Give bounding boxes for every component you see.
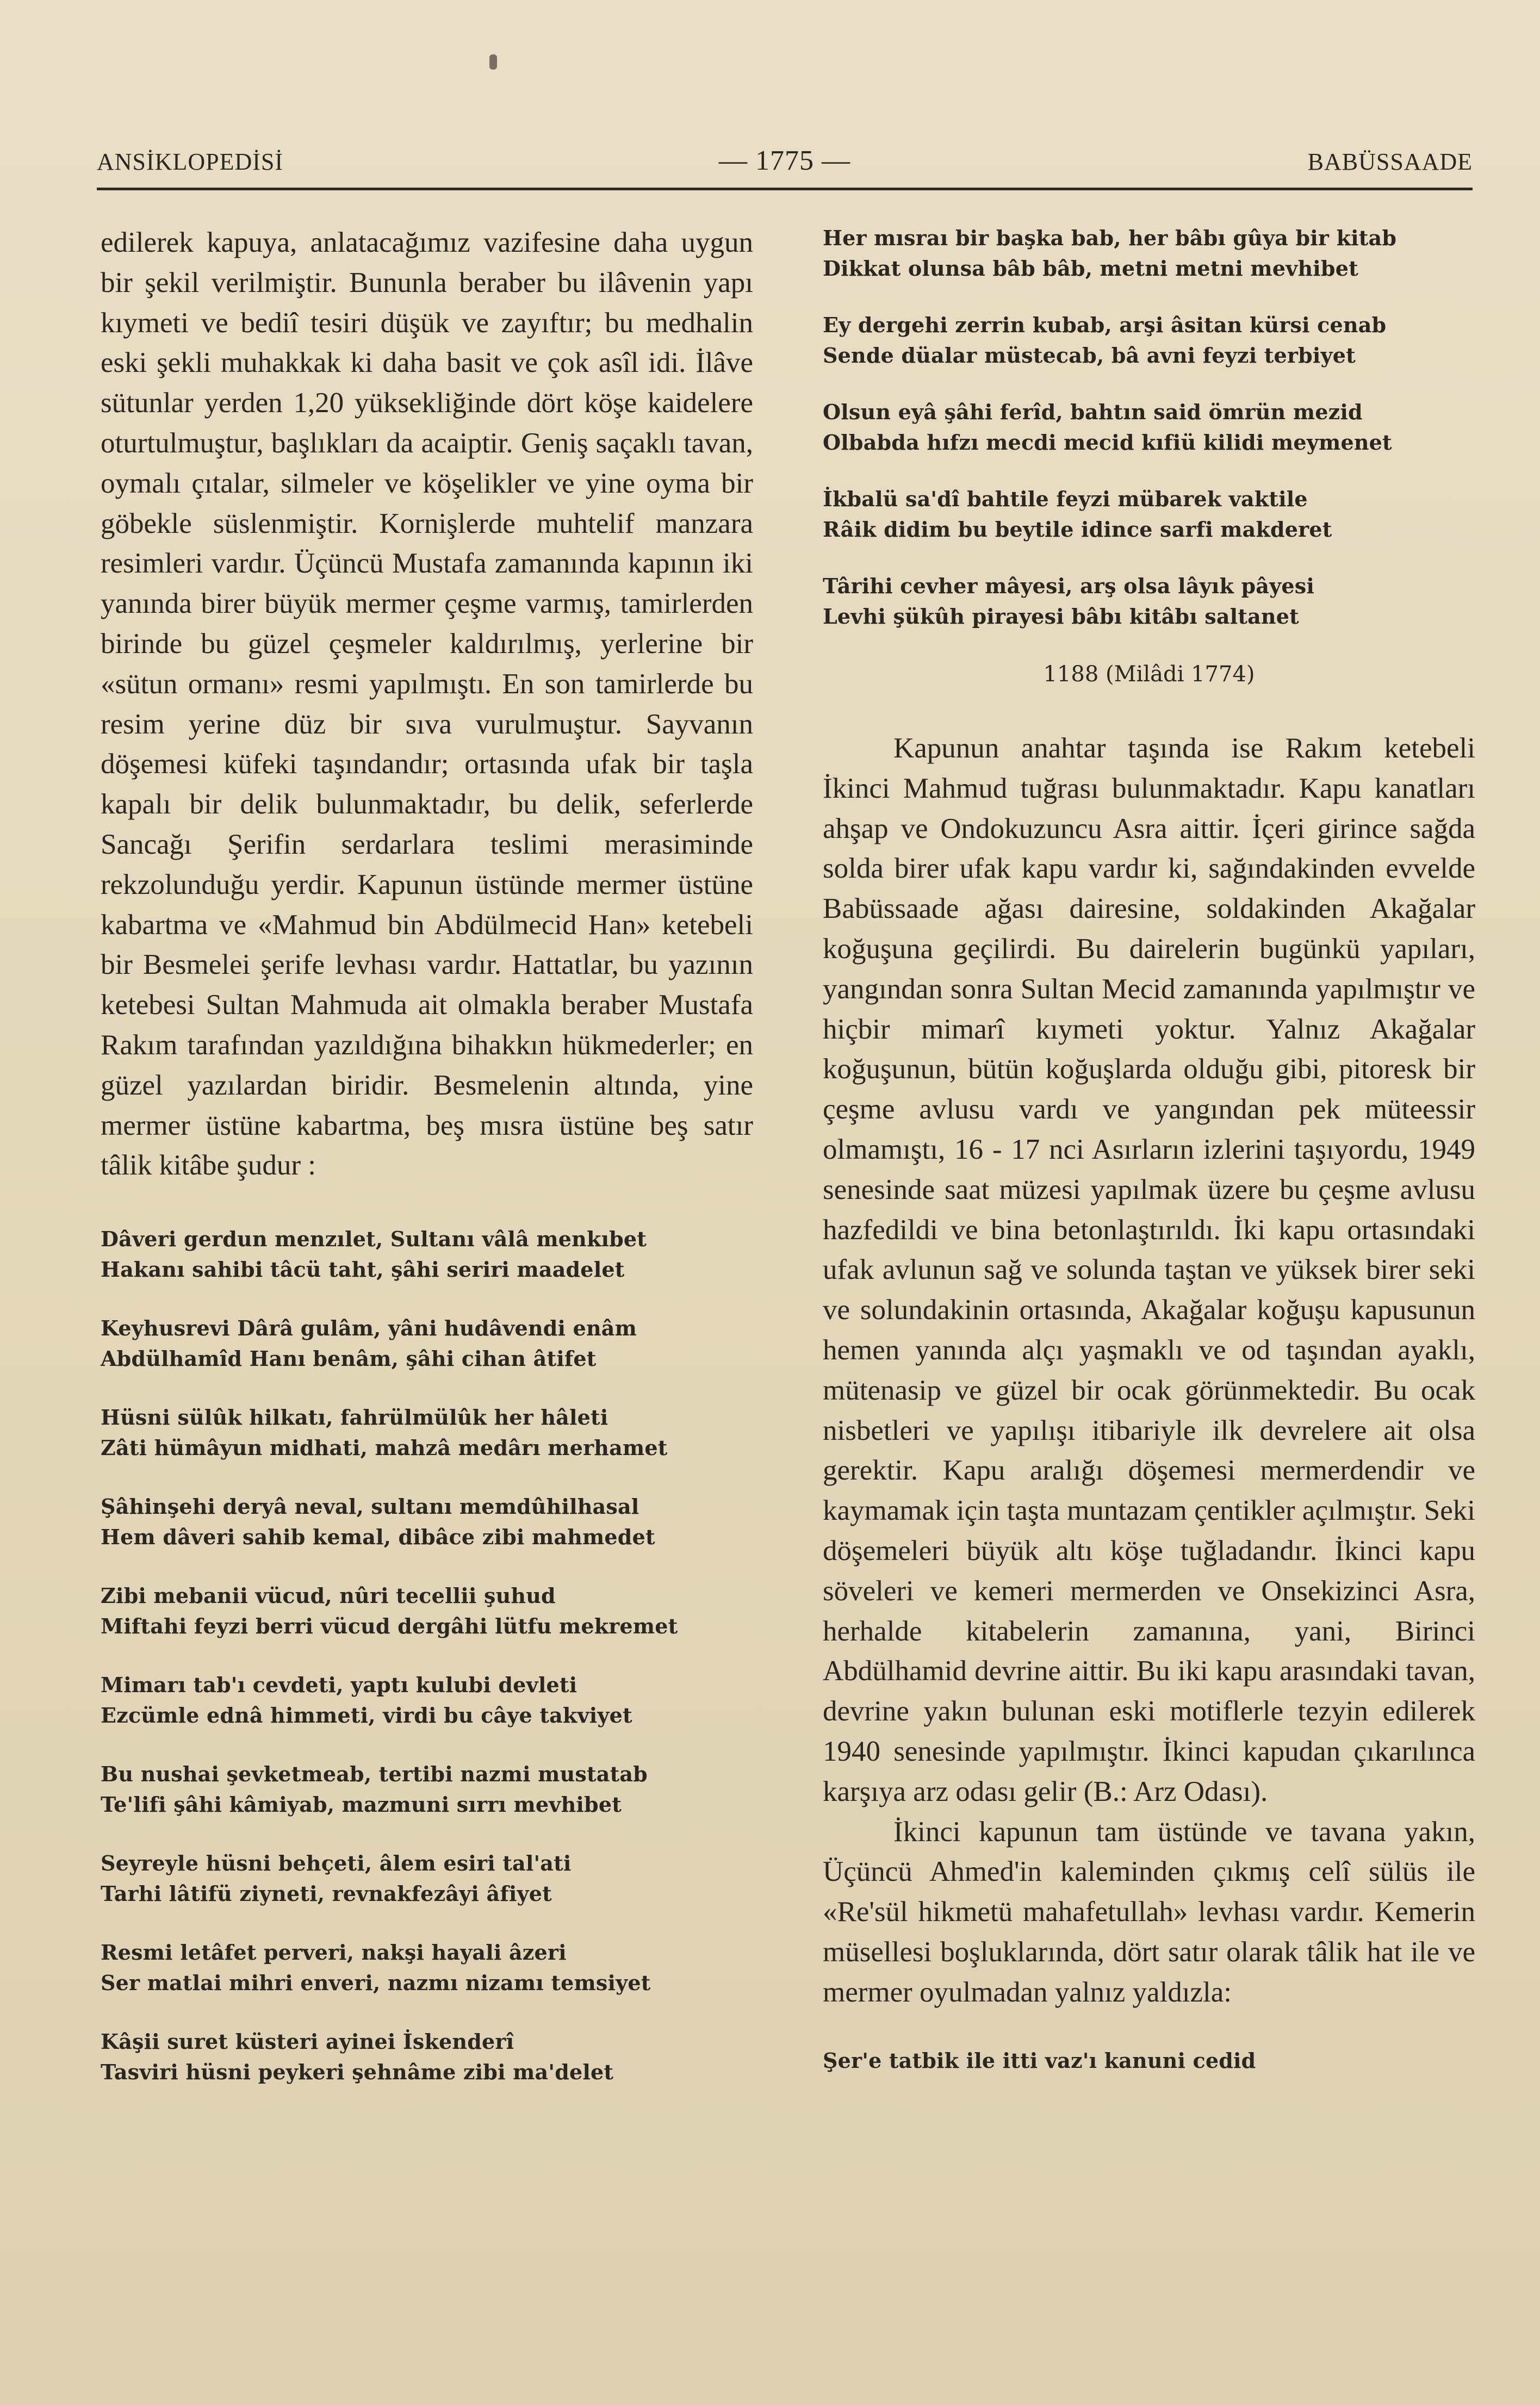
- verse-line: Râik didim bu beytile idince sarfi makderet: [823, 517, 1332, 542]
- verse-line: Olsun eyâ şâhi ferîd, bahtın said ömrün mezid: [823, 400, 1363, 424]
- verse-couplet: [101, 1581, 753, 1642]
- verse-couplet: [101, 1848, 753, 1909]
- verse-line: Hakanı sahibi tâcü taht, şâhi seriri maadelet: [101, 1257, 625, 1282]
- verse-couplet: [823, 571, 1475, 632]
- verse-couplet: [823, 484, 1475, 545]
- verse-line: Bu nushai şevketmeab, tertibi nazmi mustatab: [101, 1762, 648, 1787]
- verse-line: Ey dergehi zerrin kubab, arşi âsitan kürsi cenab: [823, 313, 1387, 337]
- right-inscription-verses: [823, 223, 1475, 632]
- left-prose: edilerek kapuya, anlatacağımız vazifesine daha uygun bir şekil verilmiştir. Bununla beraber bu ilâvenin yapı kıymeti ve bediî tesiri düşük ve zayıftır; bu medhalin eski şekli muhakkak ki daha basit ve çok asîl idi. İlâve sütunlar yerden 1,20 yüksekliğinde dört köşe kaidelere oturtulmuştur, başlıkları da acaiptir. Geniş saçaklı tavan, oymalı çıtalar, silmeler ve köşelikler ve yine oyma bir göbekle süslenmiştir. Kornişlerde muhtelif manzara resimleri vardır. Üçüncü Mustafa zamanında kapının iki yanında birer büyük mermer çeşme varmış, tamirlerden birinde bu güzel çeşmeler kaldırılmış, yerlerine bir «sütun ormanı» resmi yapılmıştı. En son tamirlerde bu resim yerine düz bir sıva vurulmuştur. Sayvanın döşemesi küfeki taşındandır; ortasında ufak bir taşla kapalı bir delik bulunmaktadır, bu delik, seferlerde Sancağı Şerifin serdarlara teslimi merasiminde rekzolunduğu yerdir. Kapunun üstünde mermer üstüne kabartma ve «Mahmud bin Abdülmecid Han» ketebeli bir Besmelei şerife levhası vardır. Hattatlar, bu yazının ketebesi Sultan Mahmuda ait olmakla beraber Mustafa Rakım tarafından yazıldığına bihakkın hükmederler; en güzel yazılardan biridir. Besmelenin altında, yine mermer üstüne kabartma, beş mısra üstüne beş satır tâlik kitâbe şudur :: [101, 227, 753, 1182]
- verse-line: Şâhinşehi deryâ neval, sultanı memdûhilhasal: [101, 1494, 639, 1519]
- verse-line: Dikkat olunsa bâb bâb, metni metni mevhibet: [823, 256, 1358, 281]
- final-verse-line: Şer'e tatbik ile itti vaz'ı kanuni cedid: [823, 2048, 1256, 2073]
- verse-line: Zibi mebanii vücud, nûri tecellii şuhud: [101, 1583, 556, 1608]
- verse-couplet: [823, 223, 1475, 284]
- left-column: [101, 223, 753, 2116]
- verse-couplet: [101, 1224, 753, 1285]
- verse-line: Kâşii suret küsteri ayinei İskenderî: [101, 2029, 514, 2054]
- verse-couplet: [101, 1313, 753, 1374]
- verse-line: Hüsni sülûk hilkatı, fahrülmülûk her hâleti: [101, 1405, 608, 1430]
- verse-line: Keyhusrevi Dârâ gulâm, yâni hudâvendi enâm: [101, 1316, 637, 1341]
- verse-line: Tasviri hüsni peykeri şehnâme zibi ma'delet: [101, 2060, 614, 2085]
- verse-line: Seyreyle hüsni behçeti, âlem esiri tal'ati: [101, 1851, 572, 1876]
- verse-line: Te'lifi şâhi kâmiyab, mazmuni sırrı mevhibet: [101, 1792, 622, 1817]
- verse-line: İkbalü sa'dî bahtile feyzi mübarek vaktile: [823, 487, 1308, 511]
- verse-line: Mimarı tab'ı cevdeti, yaptı kulubi devleti: [101, 1673, 578, 1698]
- verse-line: Tarhi lâtifü ziyneti, revnakfezâyi âfiyet: [101, 1881, 552, 1906]
- inscription-date: 1188 (Milâdi 1774): [1043, 662, 1255, 687]
- verse-line: Her mısraı bir başka bab, her bâbı gûya bir kitab: [823, 226, 1397, 250]
- verse-line: Dâveri gerdun menzılet, Sultanı vâlâ menkıbet: [101, 1227, 647, 1252]
- ink-blot: [489, 54, 497, 70]
- right-column: [823, 223, 1475, 2076]
- verse-line: Abdülhamîd Hanı benâm, şâhi cihan âtifet: [101, 1346, 597, 1371]
- verse-line: Levhi şükûh pirayesi bâbı kitâbı saltanet: [823, 604, 1299, 629]
- page-number: — 1775 —: [719, 145, 850, 176]
- verse-line: Târihi cevher mâyesi, arş olsa lâyık pâyesi: [823, 574, 1314, 598]
- verse-line: Hem dâveri sahib kemal, dibâce zibi mahmedet: [101, 1525, 655, 1550]
- left-inscription-verses: [101, 1224, 753, 2087]
- verse-line: Ezcümle ednâ himmeti, virdi bu câye takviyet: [101, 1703, 632, 1728]
- verse-line: Zâti hümâyun midhati, mahzâ medârı merhamet: [101, 1435, 668, 1461]
- right-paragraph-1: Kapunun anahtar taşında ise Rakım ketebeli İkinci Mahmud tuğrası bulunmaktadır. Kapu kanatları ahşap ve Ondokuzuncu Asra aittir. İçeri girince sağda solda birer ufak kapu vardır ki, sağındakinden evvelde Babüssaade ağası dairesine, soldakinden Akağalar koğuşuna geçilirdi. Bu dairelerin bugünkü yapıları, yangından sonra Sultan Mecid zamanında yapılmıştır ve hiçbir mimarî kıymeti yoktur. Yalnız Akağalar koğuşunun, bütün koğuşlarda olduğu gibi, pitoresk bir çeşme avlusu vardı ve yangından pek müteessir olmamıştı, 16 - 17 nci Asırların izlerini taşıyordu, 1949 senesinde saat müzesi yapılmak üzere bu çeşme avlusu hazfedildi ve bina betonlaştırıldı. İki kapu ortasındaki ufak avlunun sağ ve solunda taştan ve yüksek birer seki ve solundakinin ortasında, Akağalar koğuşu kapusunun hemen yanında alçı yaşmaklı ve od taşından ayaklı, mütenasip ve güzel bir ocak görünmektedir. Bu ocak nisbetleri ve yapılışı itibariyle ilk devrelere ait olsa gerektir. Kapu aralığı döşemesi mermerdendir ve kaymamak için taşta muntazam çentikler açılmıştır. Seki döşemeleri büyük altı köşe tuğladandır. İkinci kapu söveleri ve kemeri mermerden ve Onsekizinci Asra, herhalde kitabelerin zamanına, yani, Birinci Abdülhamid devrine aittir. Bu iki kapu arasındaki tavan, devrine yakın bulunan eski motiflerle tezyin edilerek 1940 senesinde yapılmıştır. İkinci kapudan çıkarılınca karşıya arz odası gelir (B.: Arz Odası).: [823, 732, 1475, 1807]
- verse-couplet: [823, 397, 1475, 458]
- verse-line: Sende düalar müstecab, bâ avni feyzi terbiyet: [823, 343, 1356, 368]
- verse-line: Ser matlai mihri enveri, nazmı nizamı temsiyet: [101, 1971, 651, 1996]
- header-title-left: ANSİKLOPEDİSİ: [97, 148, 283, 175]
- verse-couplet: [101, 1492, 753, 1552]
- page-header: [97, 145, 1473, 181]
- verse-couplet: [823, 310, 1475, 371]
- verse-line: Miftahi feyzi berri vücud dergâhi lütfu mekremet: [101, 1614, 678, 1639]
- verse-couplet: [101, 1759, 753, 1820]
- verse-couplet: [101, 1402, 753, 1463]
- header-title-right: BABÜSSAADE: [1307, 148, 1473, 175]
- verse-line: Olbabda hıfzı mecdi mecid kıfiü kilidi meymenet: [823, 430, 1392, 455]
- right-paragraph-2: İkinci kapunun tam üstünde ve tavana yakın, Üçüncü Ahmed'in kaleminden çıkmış celî sülüs ile «Re'sül hikmetü mahafetullah» levhası vardır. Kemerin müsellesi boşluklarında, dört satır olarak tâlik hat ile ve mermer oyulmadan yalnız yaldızla:: [823, 1816, 1475, 2008]
- verse-couplet: [101, 2027, 753, 2087]
- verse-line: Resmi letâfet perveri, nakşi hayali âzeri: [101, 1940, 567, 1965]
- header-rule: [97, 188, 1473, 190]
- verse-couplet: [101, 1670, 753, 1731]
- verse-couplet: [101, 1937, 753, 1998]
